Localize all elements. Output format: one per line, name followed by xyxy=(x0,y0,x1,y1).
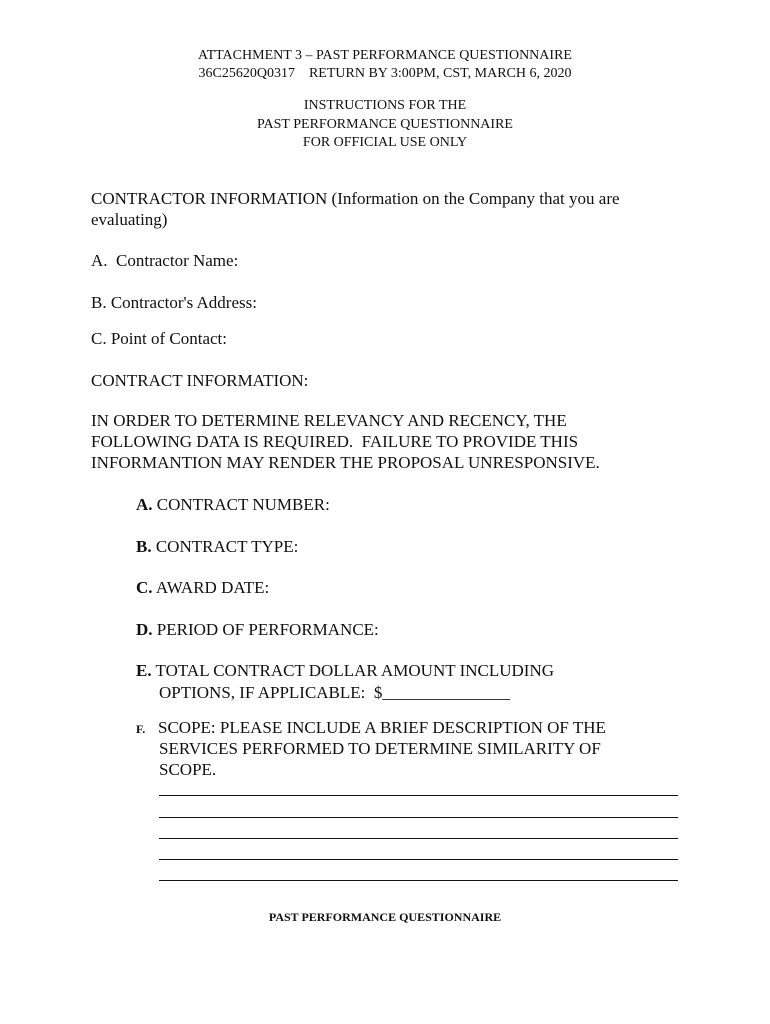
notice-line-1: IN ORDER TO DETERMINE RELEVANCY AND RECENCY, THE xyxy=(91,411,567,430)
contractor-address-label: B. Contractor's Address: xyxy=(91,293,257,312)
instructions-line-1: INSTRUCTIONS FOR THE xyxy=(303,98,467,113)
scope-item xyxy=(136,717,606,740)
scope-write-line xyxy=(159,838,678,839)
contract-type-item xyxy=(136,536,298,557)
solicitation-line: 36C25620Q0317 RETURN BY 3:00PM, CST, MARCH 6, 2020 xyxy=(198,66,572,81)
point-of-contact-label: C. Point of Contact: xyxy=(91,329,227,348)
total-contract-amount-item xyxy=(136,660,554,681)
item-label: C. xyxy=(136,578,153,597)
contractor-info-heading-1: CONTRACTOR INFORMATION (Information on the Company that you are xyxy=(91,189,620,208)
notice-line-2: FOLLOWING DATA IS REQUIRED. FAILURE TO PROVIDE THIS xyxy=(91,432,579,451)
item-text: AWARD DATE: xyxy=(155,578,270,597)
item-text: CONTRACT TYPE: xyxy=(155,537,299,556)
page-footer: PAST PERFORMANCE QUESTIONNAIRE xyxy=(268,910,502,924)
instructions-line-2: PAST PERFORMANCE QUESTIONNAIRE xyxy=(257,117,513,132)
item-text: TOTAL CONTRACT DOLLAR AMOUNT INCLUDING xyxy=(155,661,554,680)
scope-write-line xyxy=(159,795,678,796)
instructions-line-3: FOR OFFICIAL USE ONLY xyxy=(302,135,468,150)
scope-line-3: SCOPE. xyxy=(159,760,217,779)
item-label: D. xyxy=(136,620,153,639)
total-contract-amount-line-2: OPTIONS, IF APPLICABLE: $_______________ xyxy=(159,683,510,702)
period-of-performance-item xyxy=(136,619,379,640)
item-label: A. xyxy=(136,495,153,514)
contractor-info-heading-2: evaluating) xyxy=(91,210,168,229)
item-label: B. xyxy=(136,537,152,556)
item-text: CONTRACT NUMBER: xyxy=(156,495,330,514)
item-text: PERIOD OF PERFORMANCE: xyxy=(156,620,379,639)
scope-line-2: SERVICES PERFORMED TO DETERMINE SIMILARITY OF xyxy=(159,739,601,758)
item-label: F. xyxy=(136,722,146,736)
scope-write-line xyxy=(159,880,678,881)
item-text: SCOPE: PLEASE INCLUDE A BRIEF DESCRIPTION OF THE xyxy=(158,718,606,737)
contract-number-item xyxy=(136,494,330,515)
contractor-name-label: A. Contractor Name: xyxy=(91,251,239,270)
award-date-item xyxy=(136,577,269,598)
notice-line-3: INFORMANTION MAY RENDER THE PROPOSAL UNRESPONSIVE. xyxy=(91,453,600,472)
contract-info-heading: CONTRACT INFORMATION: xyxy=(91,371,309,390)
attachment-title: ATTACHMENT 3 – PAST PERFORMANCE QUESTIONNAIRE xyxy=(198,48,572,63)
scope-write-line xyxy=(159,817,678,818)
item-label: E. xyxy=(136,661,152,680)
scope-write-line xyxy=(159,859,678,860)
